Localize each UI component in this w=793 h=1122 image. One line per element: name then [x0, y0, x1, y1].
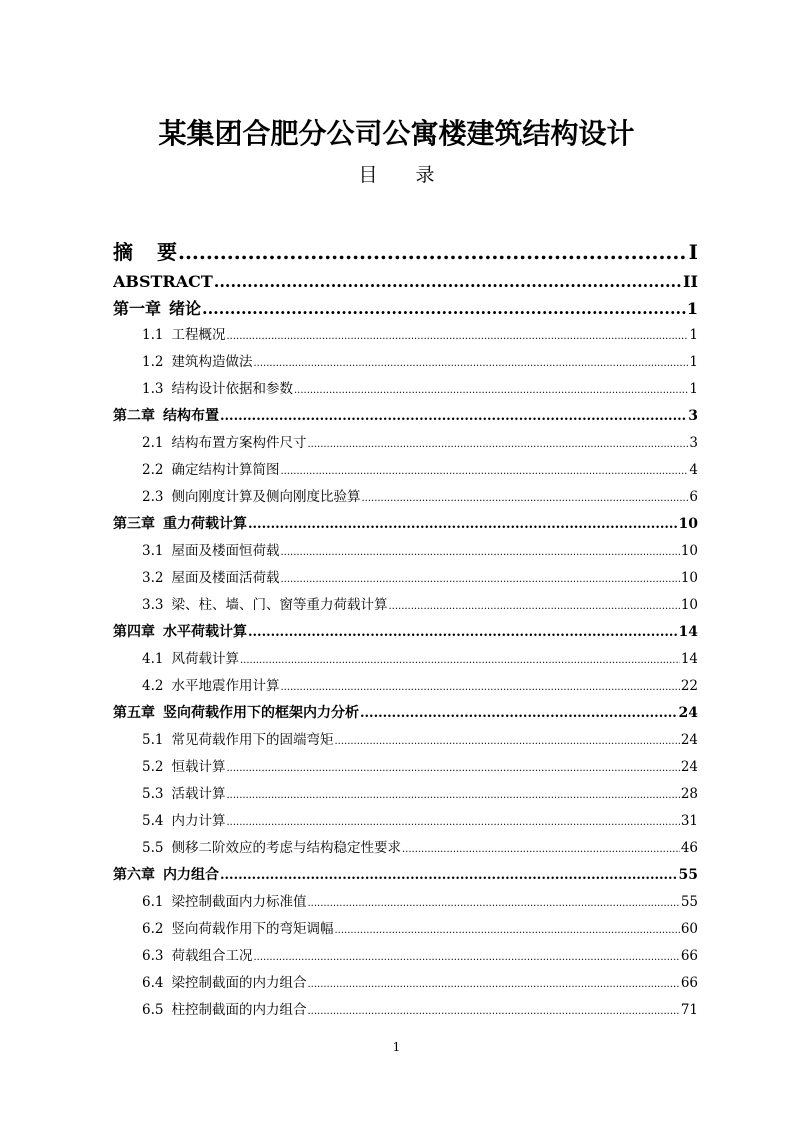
toc-entry-number: 2.3 — [142, 489, 164, 505]
toc-entry-title — [142, 376, 293, 403]
toc-page-number: 24 — [680, 732, 698, 748]
toc-entry-title — [113, 511, 247, 538]
toc-leader-dots — [226, 754, 679, 781]
toc-leader-dots — [280, 673, 679, 700]
toc-entry-label: 水平荷载计算 — [163, 624, 247, 640]
toc-entry-title — [142, 889, 306, 916]
toc-leader-dots — [280, 538, 679, 565]
toc-entry-title — [113, 295, 201, 322]
toc-leader-dots — [202, 295, 686, 322]
toc-section-entry[interactable] — [113, 376, 698, 403]
toc-entry-number: 第四章 — [113, 624, 155, 640]
toc-leader-dots — [334, 916, 679, 943]
toc-entry-number: 4.1 — [142, 651, 164, 667]
toc-page-number: II — [683, 272, 698, 291]
toc-section-entry[interactable] — [113, 970, 698, 997]
toc-chapter-entry[interactable] — [113, 403, 698, 430]
toc-entry-label: 工程概况 — [171, 327, 226, 343]
toc-section-entry[interactable] — [113, 997, 698, 1024]
toc-page-number: 24 — [680, 759, 698, 775]
toc-entry-number: 1.2 — [142, 354, 164, 370]
toc-page-number: 10 — [680, 543, 698, 559]
toc-entry-number: 3.1 — [142, 543, 164, 559]
toc-entry-title — [113, 619, 247, 646]
toc-page-number: 1 — [689, 381, 698, 397]
page-number: 1 — [392, 1040, 401, 1054]
toc-entry-label: 结构布置 — [163, 408, 219, 424]
toc-section-entry[interactable] — [113, 457, 698, 484]
toc-leader-dots — [307, 970, 679, 997]
toc-entry-number: 6.3 — [142, 948, 164, 964]
toc-entry-number: 5.2 — [142, 759, 164, 775]
toc-entry-title — [142, 322, 225, 349]
toc-section-entry[interactable] — [113, 781, 698, 808]
toc-leader-dots — [294, 376, 688, 403]
toc-entry-title — [142, 916, 333, 943]
toc-entry-label: 内力计算 — [171, 813, 226, 829]
document-title: 某集团合肥分公司公寓楼建筑结构设计 — [158, 117, 635, 150]
toc-chapter-entry[interactable] — [113, 619, 698, 646]
toc-entry-number: 3.3 — [142, 597, 164, 613]
toc-leader-dots — [402, 835, 680, 862]
toc-entry-number: 5.4 — [142, 813, 164, 829]
toc-entry-label: 屋面及楼面活荷载 — [171, 570, 280, 586]
toc-entry-title — [113, 268, 213, 295]
toc-page-number: 6 — [689, 489, 698, 505]
toc-chapter-entry[interactable] — [113, 511, 698, 538]
toc-entry-label: 竖向荷载作用下的弯矩调幅 — [171, 921, 334, 937]
toc-entry-title — [142, 673, 279, 700]
toc-section-entry[interactable] — [113, 916, 698, 943]
toc-entry-label: 结构设计依据和参数 — [171, 381, 293, 397]
toc-entry-title — [142, 781, 225, 808]
toc-entry-number: 5.5 — [142, 840, 164, 856]
toc-entry-number: 6.4 — [142, 975, 164, 991]
toc-page-number: 31 — [680, 813, 698, 829]
toc-entry-title — [113, 403, 219, 430]
toc-entry-title — [113, 700, 359, 727]
toc-section-entry[interactable] — [113, 538, 698, 565]
toc-entry-number: 1.3 — [142, 381, 164, 397]
toc-entry-label: 建筑构造做法 — [171, 354, 253, 370]
toc-entry-number: 第六章 — [113, 867, 155, 883]
toc-entry-title — [113, 862, 219, 889]
toc-entry-number: 第三章 — [113, 516, 155, 532]
toc-entry-number: 6.2 — [142, 921, 164, 937]
toc-page-number: 4 — [689, 462, 698, 478]
toc-entry-label: 柱控制截面的内力组合 — [171, 1002, 307, 1018]
toc-chapter-entry[interactable] — [113, 268, 698, 295]
toc-leader-dots — [280, 457, 688, 484]
toc-entry-number: 5.1 — [142, 732, 164, 748]
toc-entry-label: 梁控制截面的内力组合 — [171, 975, 307, 991]
toc-entry-number: 6.5 — [142, 1002, 164, 1018]
toc-section-entry[interactable] — [113, 322, 698, 349]
toc-page-number: 1 — [689, 354, 698, 370]
toc-section-entry[interactable] — [113, 835, 698, 862]
toc-chapter-entry[interactable] — [113, 700, 698, 727]
toc-entry-number: 3.2 — [142, 570, 164, 586]
toc-entry-number: 4.2 — [142, 678, 164, 694]
toc-page-number: 55 — [678, 867, 698, 883]
toc-page-number: 10 — [680, 570, 698, 586]
toc-entry-title — [142, 970, 306, 997]
toc-leader-dots — [220, 862, 678, 889]
toc-entry-label: 侧向刚度计算及侧向刚度比验算 — [171, 489, 361, 505]
toc-page-number: 14 — [678, 624, 698, 640]
toc-page-number: 60 — [680, 921, 698, 937]
toc-entry-number: 第一章 — [113, 299, 162, 318]
toc-leader-dots — [248, 511, 678, 538]
toc-section-entry[interactable] — [113, 889, 698, 916]
toc-entry-number: 2.1 — [142, 435, 164, 451]
toc-page-number: 3 — [689, 435, 698, 451]
toc-chapter-entry[interactable] — [113, 295, 698, 322]
toc-entry-title — [113, 236, 177, 268]
toc-entry-label: 恒载计算 — [171, 759, 226, 775]
toc-entry-title — [142, 484, 360, 511]
toc-leader-dots — [226, 781, 679, 808]
toc-page-number: 55 — [680, 894, 698, 910]
toc-page-number: 10 — [678, 516, 698, 532]
toc-entry-label: 屋面及楼面恒荷载 — [171, 543, 280, 559]
toc-entry-label: 结构布置方案构件尺寸 — [171, 435, 307, 451]
toc-section-entry[interactable] — [113, 808, 698, 835]
toc-entry-label: 梁控制截面内力标准值 — [171, 894, 307, 910]
toc-entry-label: 侧移二阶效应的考虑与结构稳定性要求 — [171, 840, 401, 856]
toc-entry-number: 5.3 — [142, 786, 164, 802]
toc-entry-label: 内力组合 — [163, 867, 219, 883]
toc-entry-label: 梁、柱、墙、门、窗等重力荷载计算 — [171, 597, 388, 613]
toc-entry-title — [142, 835, 401, 862]
toc-leader-dots — [226, 322, 688, 349]
toc-section-entry[interactable] — [113, 646, 698, 673]
toc-entry-label: 要 — [157, 240, 177, 264]
toc-leader-dots — [220, 403, 687, 430]
toc-entry-title — [142, 727, 333, 754]
toc-page-number: 1 — [689, 327, 698, 343]
toc-section-entry[interactable] — [113, 754, 698, 781]
toc-entry-number: 2.2 — [142, 462, 164, 478]
toc-entry-label: ABSTRACT — [113, 272, 213, 291]
toc-entry-title — [142, 943, 252, 970]
toc-leader-dots — [307, 997, 679, 1024]
toc-entry-title — [142, 349, 252, 376]
toc-entry-label: 荷载组合工况 — [171, 948, 253, 964]
toc-entry-title — [142, 538, 279, 565]
toc-entry-label: 确定结构计算简图 — [171, 462, 280, 478]
toc-section-entry[interactable] — [113, 727, 698, 754]
toc-page-number: 24 — [678, 705, 698, 721]
toc-page-number: 22 — [680, 678, 698, 694]
toc-leader-dots — [240, 646, 680, 673]
toc-leader-dots — [253, 349, 688, 376]
toc-entry-title — [142, 592, 387, 619]
toc-leader-dots — [178, 236, 688, 268]
toc-entry-number: 1.1 — [142, 327, 164, 343]
toc-chapter-entry[interactable] — [113, 236, 698, 268]
toc-entry-label: 常见荷载作用下的固端弯矩 — [171, 732, 334, 748]
toc-leader-dots — [214, 268, 682, 295]
toc-page-number: 10 — [680, 597, 698, 613]
toc-entry-title — [142, 457, 279, 484]
toc-section-entry[interactable] — [113, 484, 698, 511]
toc-leader-dots — [361, 484, 688, 511]
toc-section-entry[interactable] — [113, 673, 698, 700]
toc-page-number: 28 — [680, 786, 698, 802]
toc-page-number: 46 — [680, 840, 698, 856]
toc-entry-title — [142, 646, 239, 673]
toc-page-number: 1 — [686, 299, 698, 318]
toc-entry-label: 水平地震作用计算 — [171, 678, 280, 694]
toc-entry-number: 摘 — [113, 240, 133, 264]
toc-leader-dots — [280, 565, 679, 592]
toc-leader-dots — [253, 943, 679, 970]
toc-section-entry[interactable] — [113, 592, 698, 619]
toc-page-number: 66 — [680, 948, 698, 964]
toc-entry-title — [142, 997, 306, 1024]
toc-entry-number: 第二章 — [113, 408, 155, 424]
toc-entry-title — [142, 430, 306, 457]
toc-section-entry[interactable] — [113, 349, 698, 376]
toc-leader-dots — [388, 592, 679, 619]
toc-entry-label: 竖向荷载作用下的框架内力分析 — [163, 705, 359, 721]
toc-section-entry[interactable] — [113, 430, 698, 457]
toc-entry-label: 绪论 — [169, 299, 202, 318]
toc-entry-number: 第五章 — [113, 705, 155, 721]
toc-page-number: 3 — [688, 408, 698, 424]
toc-entry-label: 活载计算 — [171, 786, 226, 802]
toc-leader-dots — [226, 808, 679, 835]
toc-section-entry[interactable] — [113, 565, 698, 592]
table-of-contents — [113, 236, 698, 1024]
toc-section-entry[interactable] — [113, 943, 698, 970]
toc-page-number: I — [688, 240, 698, 264]
toc-leader-dots — [248, 619, 678, 646]
toc-entry-label: 风荷载计算 — [171, 651, 239, 667]
toc-leader-dots — [307, 430, 688, 457]
toc-leader-dots — [334, 727, 679, 754]
toc-leader-dots — [307, 889, 679, 916]
toc-entry-title — [142, 754, 225, 781]
toc-entry-label: 重力荷载计算 — [163, 516, 247, 532]
toc-leader-dots — [360, 700, 678, 727]
toc-entry-number: 6.1 — [142, 894, 164, 910]
toc-page-number: 71 — [680, 1002, 698, 1018]
toc-entry-title — [142, 565, 279, 592]
toc-page-number: 14 — [680, 651, 698, 667]
toc-chapter-entry[interactable] — [113, 862, 698, 889]
toc-page-number: 66 — [680, 975, 698, 991]
toc-heading: 目 录 — [358, 164, 451, 186]
toc-entry-title — [142, 808, 225, 835]
